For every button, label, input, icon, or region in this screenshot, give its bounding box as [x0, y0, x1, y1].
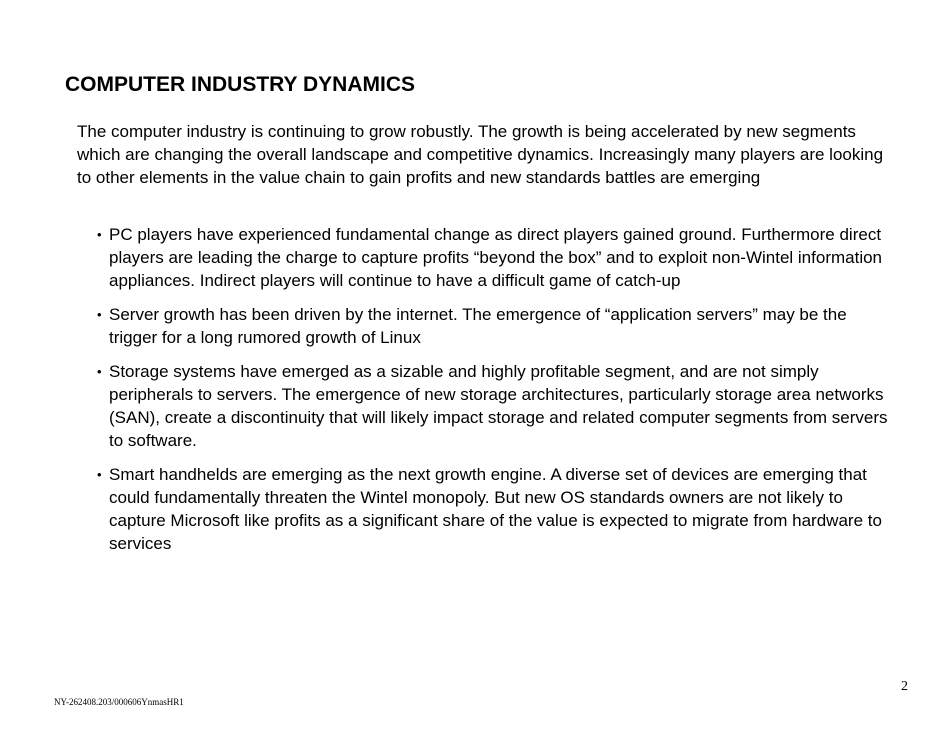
- document-code: NY-262408.203/000606YnmasHR1: [54, 697, 184, 707]
- bullet-icon: •: [97, 227, 102, 242]
- bullet-item-handhelds: [97, 463, 897, 555]
- bullet-icon: •: [97, 364, 102, 379]
- bullet-item-pc: [97, 223, 897, 292]
- page-title: COMPUTER INDUSTRY DYNAMICS: [65, 73, 416, 96]
- bullet-text: Storage systems have emerged as a sizable and highly profitable segment, and are not simply peripherals to servers. The emergence of new storage architectures, particularly storage area networks (SAN), create a discontinuity that will likely impact storage and related computer segments from servers to software.: [109, 362, 888, 450]
- bullet-text: Smart handhelds are emerging as the next growth engine. A diverse set of devices are emerging that could fundamentally threaten the Wintel monopoly. But new OS standards owners are not likely to capture Microsoft like profits as a significant share of the value is expected to migrate from hardware to services: [109, 465, 882, 553]
- bullet-text: Server growth has been driven by the internet. The emergence of “application servers” may be the trigger for a long rumored growth of Linux: [109, 305, 847, 347]
- bullet-item-server: [97, 303, 897, 349]
- bullet-icon: •: [97, 467, 102, 482]
- bullet-list: [97, 223, 897, 566]
- page-number: 2: [901, 679, 908, 694]
- intro-paragraph: The computer industry is continuing to grow robustly. The growth is being accelerated by new segments which are changing the overall landscape and competitive dynamics. Increasingly many players are looking to other elements in the value chain to gain profits and new standards battles are emerging: [77, 122, 884, 187]
- bullet-item-storage: [97, 360, 897, 452]
- bullet-icon: •: [97, 307, 102, 322]
- bullet-text: PC players have experienced fundamental change as direct players gained ground. Furthermore direct players are leading the charge to capture profits “beyond the box” and to exploit non-Wintel information appliances. Indirect players will continue to have a difficult game of catch-up: [109, 225, 883, 290]
